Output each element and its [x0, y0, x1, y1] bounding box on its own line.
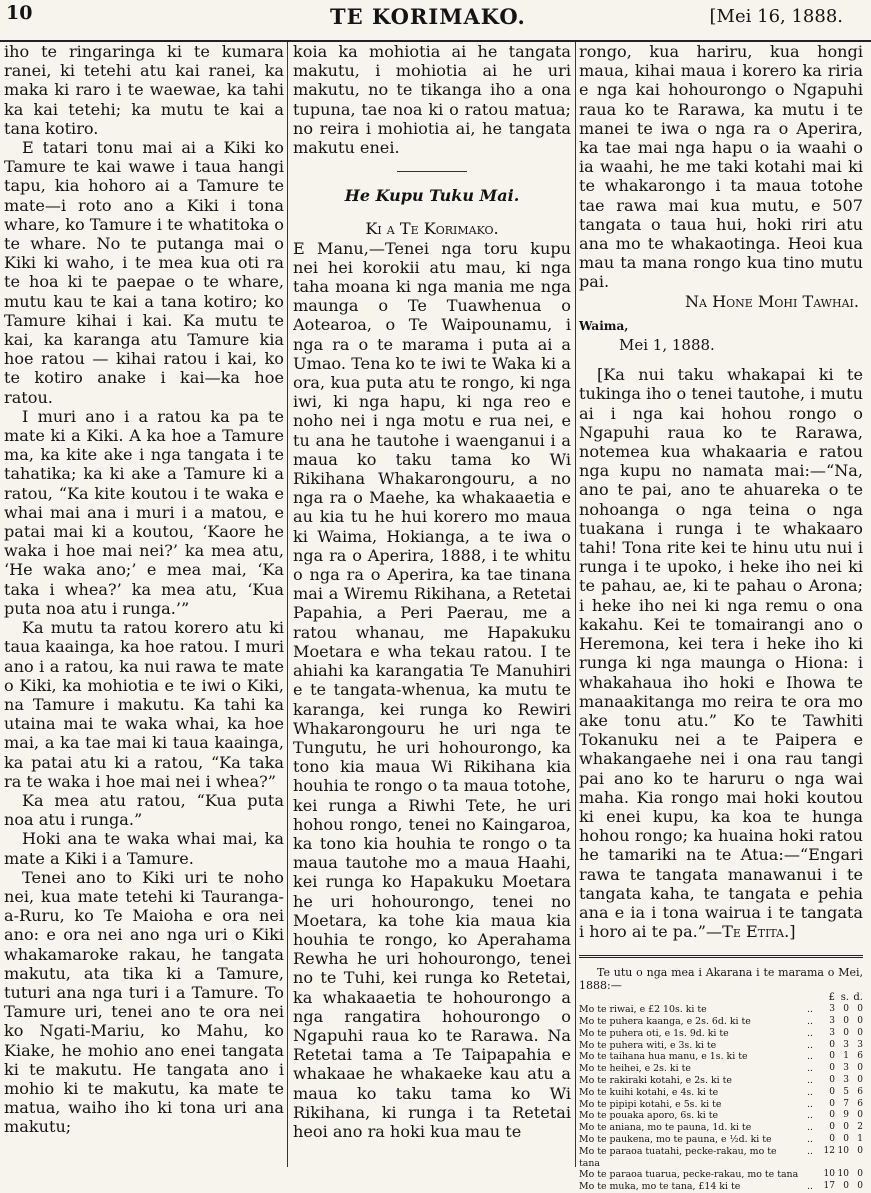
paragraph: Tenei ano to Kiki uri te noho nei, kua mate tetehi ki Tauranga-a-Ruru, ko Te Maioha e ora nei ano: e ora nei ano nga uri o Kiki whakamaroke rakau, he tangata makutu, ata tika ki a Tamure, tuturi ana nga turi i a Tamure. To Tamure uri, tenei ano te ora nei ko Ngati-Mariu, ko Mahu, ko Kiake, he mohio ano enei tangata ki te makutu. He tangata ano i mohio ki te makutu, ka mate te matua, waiho iho ki tona uri ana makutu; [4, 867, 284, 1137]
price-value: 9 [843, 1110, 849, 1121]
price-item-label: Mo te paraoa tuarua, pecke-rakau, mo te tana [579, 1169, 799, 1181]
letter-body-continued: rongo, kua hariru, kua hongi maua, kihai maua i korero ka riria e nga kai hohourongo o Ngapuhi raua ko te Rarawa, ka mutu i te manei te iwa o nga ra o Aperira, ka tae mai nga hapu o ia waahi o ia waahi, he me taki kotahi mai ki te whakarongo i ta maua totohe tae rawa mai kua mutu, e 507 tangata o taua hui, hoki riri atu ana mo te whakaotinga. Heoi kua mau ta mana rongo kua tino mutu pai. [579, 42, 863, 292]
price-item-label: Mo te puhera witi, e 3s. ki te [579, 1039, 717, 1051]
price-value: 0 [843, 1133, 849, 1144]
price-value: 0 [829, 1122, 835, 1133]
price-value: 1 [857, 1133, 863, 1144]
price-row [579, 1169, 863, 1181]
price-value: 3 [829, 1027, 835, 1038]
price-value: 3 [829, 1004, 835, 1015]
price-value: 0 [857, 1181, 863, 1192]
price-item-label: Mo te aniana, mo te pauna, 1d. ki te [579, 1122, 752, 1134]
column-divider [287, 42, 288, 1167]
leader-dots: .. [807, 1027, 813, 1039]
price-value: 0 [857, 1015, 863, 1026]
price-value: 1 [843, 1051, 849, 1062]
price-value: 0 [843, 1122, 849, 1133]
price-item-label: Mo te kuihi kotahi, e 4s. ki te [579, 1086, 719, 1098]
letter-heading: He Kupu Tuku Mai. [344, 186, 520, 206]
price-item-label: Mo te paukena, mo te pauna, e ½d. ki te [579, 1133, 772, 1145]
price-value: 0 [843, 1015, 849, 1026]
page-number: 10 [6, 2, 33, 24]
price-list-table [579, 992, 863, 1193]
price-row [579, 1122, 863, 1134]
price-row [579, 1016, 863, 1028]
price-value: 0 [829, 1086, 835, 1097]
column-divider [575, 42, 576, 1167]
leader-dots: .. [807, 1074, 813, 1086]
price-item-label: Mo te paraoa tuatahi, pecke-rakau, mo te tana [579, 1145, 777, 1169]
letter-salutation: Ki a Te Korimako. [365, 219, 499, 239]
price-row [579, 1028, 863, 1040]
price-value: 0 [857, 1110, 863, 1121]
price-item-label: Mo te puhera kaanga, e 2s. 6d. ki te [579, 1015, 751, 1027]
price-list-title: Te utu o nga mea i Akarana i te marama o Mei, 1888:— [579, 966, 863, 993]
price-value: 0 [857, 1169, 863, 1180]
price-value: 3 [857, 1039, 863, 1050]
page-header [0, 0, 871, 42]
editor-signature: Te Etita.] [722, 922, 796, 942]
price-row [579, 1087, 863, 1099]
paragraph: Ka mea atu ratou, “Kua puta noa atu i runga.” [4, 790, 284, 830]
section-separator [397, 171, 467, 172]
leader-dots: .. [807, 1063, 813, 1075]
leader-dots: .. [807, 1004, 813, 1016]
leader-dots: .. [807, 1133, 813, 1145]
price-value: 0 [857, 1027, 863, 1038]
paragraph: I muri ano i a ratou ka pa te mate ki a Kiki. A ka hoe a Tamure ma, ka kite ake i nga tangata i te tahatika; ka ki ake a Tamure ki a ratou, “Ka kite koutou i te waka e whai mai ana i muri i a matou, e patai mai ki a koutou, ‘Kaore he waka i hoe mai nei?’ ka mea atu, ‘He waka ano;’ e mea mai, ‘Ka taka i whea?’ ka mea atu, ‘Kua puta noa atu i runga.’” [4, 406, 284, 618]
price-value: 3 [843, 1074, 849, 1085]
issue-date: [Mei 16, 1888. [709, 6, 843, 27]
price-item-label: Mo te riwai, e £2 10s. ki te [579, 1004, 707, 1016]
letter-signature: Na Hone Mohi Tawhai. [684, 291, 859, 311]
price-value: 12 [823, 1145, 835, 1156]
price-value: 0 [843, 1004, 849, 1015]
price-item-label: Mo te muka, mo te tana, £14 ki te [579, 1181, 741, 1193]
price-item-label: Mo te taihana hua manu, e 1s. ki te [579, 1051, 748, 1063]
price-row [579, 1146, 863, 1170]
price-row [579, 1051, 863, 1063]
price-row [579, 1134, 863, 1146]
price-value: 0 [829, 1133, 835, 1144]
column-1 [4, 42, 284, 1162]
price-value: 3 [843, 1039, 849, 1050]
price-value: 7 [843, 1098, 849, 1109]
paragraph: Ka mutu ta ratou korero atu ki taua kaainga, ka hoe ratou. I muri ano i a ratou, ka nui rawa te mate o Kiki, ka mohiotia e te iwi o Kiki, na Tamure i makutu. Ka tahi ka utaina mai te waka whai, ka hoe mai, a ka tae mai ki taua kaainga, ka patai atu ki a ratou, “Ka taka ra te waka i hoe mai nei i whea?” [4, 618, 284, 791]
letter-date: Mei 1, 1888. [619, 336, 715, 355]
editor-note: [Ka nui taku whakapai ki te tukinga iho o tenei tautohe, i mutu ai i nga kai hohou rongo o Ngapuhi raua ko te Rarawa, notemea kua whakaaria e ratou nga kupu no namata mai:—“Na, ano te pai, ano te ahuareka o te nohoanga o nga teina o nga tuakana i runga i te whakaaro tahi! Tona rite kei te hinu utu nui i runga i te upoko, i heke iho nei ki te pahau, ae, ki te pahau o Arona; i heke iho nei ki nga remu o ona kakahu. Kei te tomairangi ano o Heremona, kei tera i heke iho ki runga ki nga maunga o Hiona: i whakahaua iho hoki e Ihowa te manaakitanga mo reira te ora mo ake tonu atu.” Ko te Tawhiti Tokanuku nei a te Paipera e whakangaehe nei i ona rau tangi pai ano ko te haruru o nga wai maha. Kia rongo mai hoki koutou ki enei kupu, ka koa te hunga hohou rongo; ka huaina hoki ratou he tamariki na te Atua:—“Engari rawa te tangata manawanui i te tangata kaha, te tangata e pehia ana e ia i tona wairua i te tangata i horo ai te pa.”—Te Etita.] [579, 365, 863, 942]
letter-body: E Manu,—Tenei nga toru kupu nei hei korokii atu mau, ki nga taha moana ki nga mania me nga maunga o Te Tuawhenua o Aotearoa, o Te Waipounamu, i nga ra o te marama i puta ai a Umao. Tena ko te iwi te Waka ki a ora, kua puta atu te rongo, ki nga iwi, ki nga hapu, ki nga reo e noho nei i nga motu e rua nei, e tu ana he tautohe i waenganui i a maua ko taku tama ko Wi Rikihana Whakarongouru, a no nga ra o Maehe, ka whakaaetia e au kia tu he hui korero mo maua ki Waima, Hokianga, a te iwa o nga ra o Aperira, 1888, i te whitu o nga ra o Aperira, ka tae tinana mai a Wiremu Rikihana, a Retetai Papahia, a Peri Paerau, me a ratou whanau, me Hapakuku Moetara e wha tekau ratou. I te ahiahi ka karangatia Te Manuhiri e te tangata-whenua, ka mutu te karanga, kei runga ko Rewiri Whakarongouru he uri nga te Tungutu, he uri hohourongo, ka tono kia maua Wi Rikihana kia houhia te rongo o ta maua totohe, kei runga a Riwhi Tete, he uri hohou rongo, tenei no Kaingaroa, ka tono kia houhia te rongo o ta maua tautohe mo a maua Haahi, kei runga ko Hapakuku Moetara he uri hohourongo, tenei no Moetara, ka tohe kia maua kia houhia te rongo, ko Aperahama Rewha he uri hohourongo, tenei no te Tuhi, kei runga ko Retetai, ka whakaaetia te hohourongo a nga rangatira hohourongo o Ngapuhi raua ko te Rarawa. Na Retetai tama a Te Taipapahia e whakaae he whakaeke kau atu a maua ko taku tama ko Wi Rikihana, ki runga i ta Retetai heoi ano ra hoki kua mau te [293, 238, 571, 1141]
leader-dots: .. [807, 1086, 813, 1098]
price-value: 0 [857, 1004, 863, 1015]
paragraph: koia ka mohiotia ai he tangata makutu, i mohiotia ai he uri makutu, no te tikanga iho a ona tupuna, tae noa ki o ratou matua; no reira i mohiotia ai, he tangata makutu enei. [293, 42, 571, 158]
price-item-label: Mo te heihei, e 2s. ki te [579, 1063, 691, 1075]
price-row [579, 1099, 863, 1111]
price-item-label: Mo te rakiraki kotahi, e 2s. ki te [579, 1074, 732, 1086]
price-value: 0 [857, 1063, 863, 1074]
price-value: 0 [829, 1098, 835, 1109]
leader-dots: .. [807, 1098, 813, 1110]
price-item-label: Mo te pouaka aporo, 6s. ki te [579, 1110, 719, 1122]
price-value: 17 [823, 1181, 835, 1192]
paragraph: iho te ringaringa ki te kumara ranei, ki tetehi atu kai ranei, ka maka ki raro i te waewae, ka tahi ka kai tetehi; ka mutu te kai a tana kotiro. [4, 42, 284, 138]
price-value: 0 [857, 1145, 863, 1156]
price-value: 0 [843, 1181, 849, 1192]
paragraph: Hoki ana te waka whai mai, ka mate a Kiki i a Tamure. [4, 829, 284, 868]
column-3 [579, 42, 863, 1193]
price-value: 0 [829, 1063, 835, 1074]
price-row [579, 1040, 863, 1052]
letter-place: Waima, [579, 318, 629, 333]
price-value: 2 [857, 1122, 863, 1133]
price-row [579, 1063, 863, 1075]
price-value: 3 [829, 1015, 835, 1026]
leader-dots: .. [807, 1181, 813, 1193]
price-value: 0 [829, 1110, 835, 1121]
paragraph: E tatari tonu mai ai a Kiki ko Tamure te kai wawe i taua hangi tapu, kia hohoro ai a Tamure te mate—i roto ano a Kiki i tona whare, ko Tamure i te whatitoka o te whare. No te putanga mai o Kiki ki waho, i te mea kua oti ra te hoa ki te paepae o te whare, mutu kau te kai a tana kotiro; ko Tamure kihai i kai. Ka mutu te kai, ka karanga atu Tamure kia hoe ratou — kihai ratou i kai, ko te kotiro anake i kai—ka hoe ratou. [4, 138, 284, 407]
column-2 [293, 42, 571, 1162]
leader-dots: .. [807, 1110, 813, 1122]
price-value: 10 [837, 1145, 849, 1156]
price-row [579, 1181, 863, 1193]
price-value: 10 [823, 1169, 835, 1180]
leader-dots [799, 1169, 821, 1181]
price-row [579, 1110, 863, 1122]
price-value: 10 [837, 1169, 849, 1180]
price-row [579, 1075, 863, 1087]
price-value: 0 [857, 1074, 863, 1085]
price-value: 3 [843, 1063, 849, 1074]
price-item-label: Mo te pipipi kotahi, e 5s. ki te [579, 1098, 722, 1110]
price-units-row: £ s. d. [828, 992, 863, 1004]
leader-dots: .. [807, 1122, 813, 1134]
price-value: 0 [829, 1039, 835, 1050]
price-value: 0 [843, 1027, 849, 1038]
leader-dots: .. [807, 1145, 813, 1157]
masthead-title: TE KORIMAKO. [330, 4, 526, 29]
price-row [579, 1004, 863, 1016]
leader-dots: .. [807, 1039, 813, 1051]
price-value: 0 [829, 1074, 835, 1085]
price-value: 6 [857, 1051, 863, 1062]
price-value: 0 [829, 1051, 835, 1062]
section-rule [579, 955, 863, 958]
price-item-label: Mo te puhera oti, e 1s. 9d. ki te [579, 1027, 729, 1039]
price-value: 5 [843, 1086, 849, 1097]
price-value: 6 [857, 1098, 863, 1109]
price-value: 6 [857, 1086, 863, 1097]
leader-dots: .. [807, 1015, 813, 1027]
leader-dots: .. [807, 1051, 813, 1063]
